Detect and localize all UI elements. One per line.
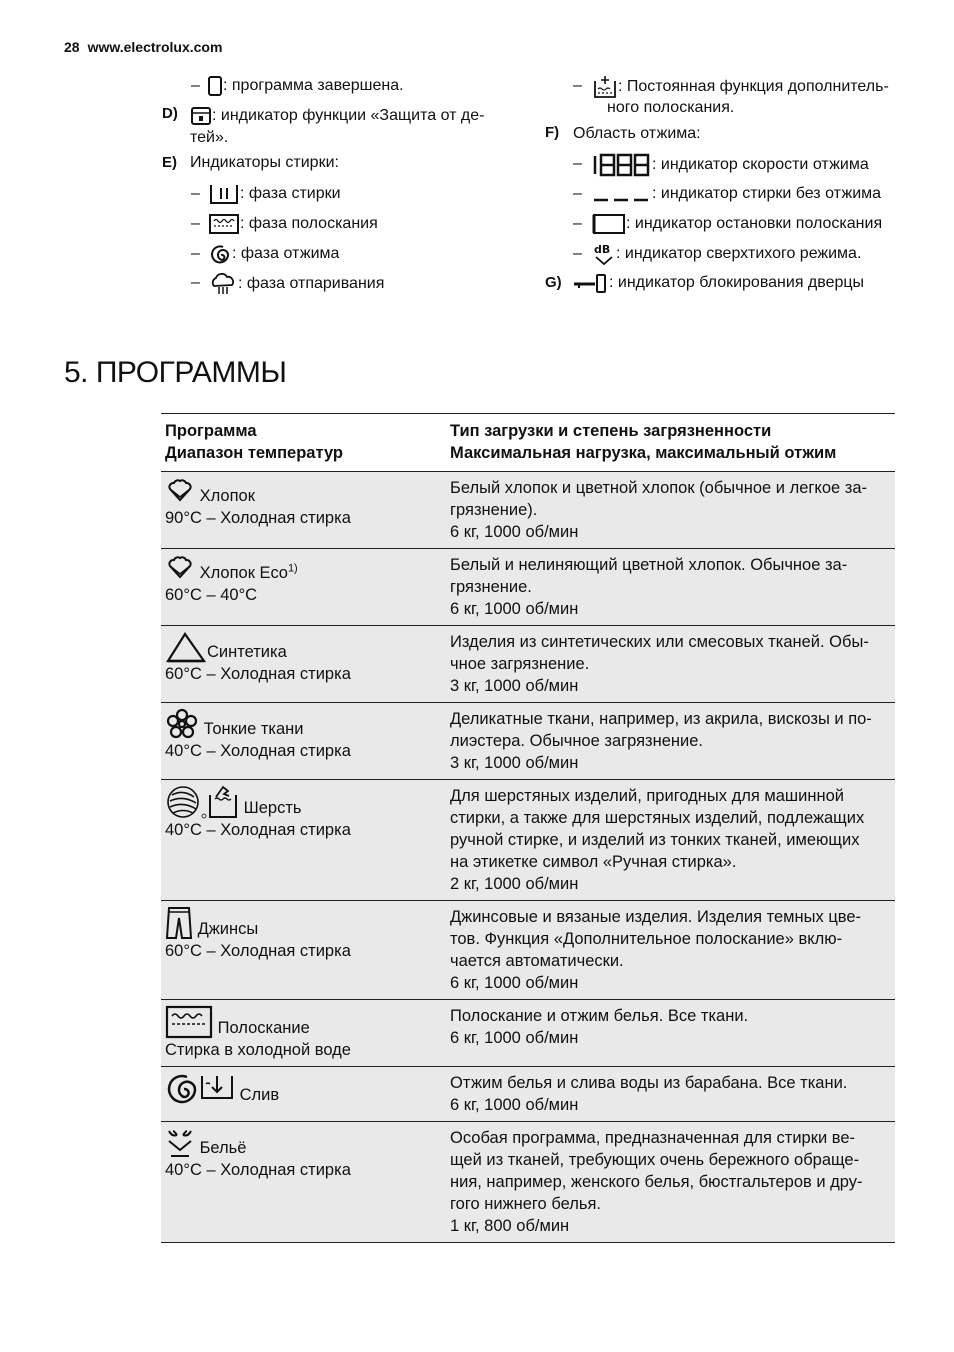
description-cell: Белый и нелиняющий цветной хлопок. Обычное за- грязнение. 6 кг, 1000 об/мин bbox=[446, 549, 895, 626]
table-row bbox=[161, 472, 895, 549]
door-lock-icon bbox=[573, 272, 609, 294]
description-cell: Полоскание и отжим белья. Все ткани. 6 кг, 1000 об/мин bbox=[446, 1000, 895, 1067]
temperature-range: 60°C – Холодная стирка bbox=[165, 942, 351, 960]
description-cell: Особая программа, предназначенная для стирки ве- щей из тканей, требующих очень бережного обраще- ния, например, женского белья, бюстгальтеров и дру- гого нижнего белья. 1 кг, 800 об/мин bbox=[446, 1122, 895, 1243]
table-row bbox=[161, 780, 895, 901]
programme-cell bbox=[161, 901, 446, 1000]
spin-icon bbox=[165, 1072, 199, 1106]
dash: – bbox=[573, 215, 582, 232]
spin-speed-display-icon bbox=[592, 153, 652, 177]
programme-name: Джинсы bbox=[197, 920, 259, 938]
description-cell: Белый хлопок и цветной хлопок (обычное и легкое за- грязнение). 6 кг, 1000 об/мин bbox=[446, 472, 895, 549]
description-cell: Для шерстяных изделий, пригодных для машинной стирки, а также для шерстяных изделий, подлежащих ручной стирке, и изделий из тонких тканей, имеющих на этикетке символ «Ручная стирка». 2 кг, 1000 об/мин bbox=[446, 780, 895, 901]
rinse-phase-item: : фаза полоскания bbox=[208, 213, 378, 235]
dash: – bbox=[573, 185, 582, 202]
description-cell: Джинсовые и вязаные изделия. Изделия темных цве- тов. Функция «Дополнительное полоскание» вклю- чается автоматически. 6 кг, 1000 об/мин bbox=[446, 901, 895, 1000]
svg-text:dB: dB bbox=[594, 243, 611, 256]
description-cell: Изделия из синтетических или смесовых тканей. Обы- чное загрязнение. 3 кг, 1000 об/мин bbox=[446, 626, 895, 703]
table-row bbox=[161, 1000, 895, 1067]
programme-name: Хлопок bbox=[199, 487, 255, 505]
temperature-range: 40°C – Холодная стирка bbox=[165, 742, 351, 760]
drain-icon bbox=[199, 1072, 235, 1106]
temperature-range: 40°C – Холодная стирка bbox=[165, 1161, 351, 1179]
synthetics-icon bbox=[165, 631, 207, 663]
rinse-hold-item: : индикатор остановки полоскания bbox=[592, 213, 882, 235]
hand-wash-icon bbox=[207, 785, 239, 819]
no-spin-icon bbox=[592, 183, 652, 205]
dash: – bbox=[191, 245, 200, 262]
programme-name: Хлопок Eco bbox=[199, 564, 288, 582]
table-row bbox=[161, 1122, 895, 1243]
programme-name: Тонкие ткани bbox=[203, 720, 304, 738]
spin-phase-icon bbox=[208, 243, 232, 265]
table-row bbox=[161, 901, 895, 1000]
lingerie-icon bbox=[165, 1127, 195, 1159]
jeans-icon bbox=[165, 906, 193, 940]
dash: – bbox=[573, 155, 582, 172]
delicates-icon bbox=[165, 708, 199, 740]
label-e: E) bbox=[162, 154, 177, 171]
page-header bbox=[64, 39, 222, 55]
table-row bbox=[161, 626, 895, 703]
spin-phase-item: : фаза отжима bbox=[208, 243, 339, 265]
child-lock-text-2: тей». bbox=[190, 129, 229, 146]
footnote-mark: 1) bbox=[287, 562, 298, 575]
child-lock-icon bbox=[190, 106, 212, 126]
programme-cell bbox=[161, 1000, 446, 1067]
description-cell: Отжим белья и слива воды из барабана. Все ткани. 6 кг, 1000 об/мин bbox=[446, 1067, 895, 1122]
rinse-phase-icon bbox=[208, 213, 240, 235]
dash: – bbox=[573, 245, 582, 262]
steam-phase-item: : фаза отпаривания bbox=[208, 272, 384, 296]
door-lock-item: : индикатор блокирования дверцы bbox=[573, 272, 864, 294]
page-number: 28 bbox=[64, 39, 80, 55]
programme-cell bbox=[161, 626, 446, 703]
dash: – bbox=[573, 77, 582, 94]
wash-phase-icon bbox=[208, 183, 240, 205]
rinse-hold-icon bbox=[592, 213, 626, 235]
extra-rinse-icon bbox=[592, 75, 618, 99]
site-url: www.electrolux.com bbox=[87, 39, 223, 55]
temperature-range: 60°C – 40°C bbox=[165, 586, 258, 604]
header-programme: Программа Диапазон температур bbox=[161, 414, 446, 472]
cotton-eco-icon bbox=[165, 554, 195, 584]
section-title: 5. ПРОГРАММЫ bbox=[64, 356, 287, 389]
no-spin-item: : индикатор стирки без отжима bbox=[592, 183, 881, 205]
table-row bbox=[161, 549, 895, 626]
wash-indicators-title: Индикаторы стирки: bbox=[190, 154, 339, 171]
description-cell: Деликатные ткани, например, из акрила, вискозы и по- лиэстера. Обычное загрязнение. 3 кг, 1000 об/мин bbox=[446, 703, 895, 780]
steam-phase-icon bbox=[208, 272, 238, 296]
programme-name: Бельё bbox=[199, 1139, 247, 1157]
woolmark-icon bbox=[165, 785, 207, 819]
programme-name: Шерсть bbox=[243, 799, 302, 817]
label-d: D) bbox=[162, 105, 178, 122]
temperature-range: 40°C – Холодная стирка bbox=[165, 821, 351, 839]
table-header-row bbox=[161, 414, 895, 472]
programme-name: Слив bbox=[239, 1086, 280, 1104]
programme-name: Полоскание bbox=[217, 1019, 310, 1037]
programme-name: Синтетика bbox=[207, 643, 287, 661]
programme-cell bbox=[161, 1067, 446, 1122]
temperature-range: 90°C – Холодная стирка bbox=[165, 509, 351, 527]
table-row bbox=[161, 703, 895, 780]
cotton-icon bbox=[165, 477, 195, 507]
programmes-table bbox=[161, 413, 895, 1243]
night-silent-db-icon bbox=[592, 242, 616, 266]
temperature-range: Стирка в холодной воде bbox=[165, 1041, 351, 1059]
programme-cell bbox=[161, 472, 446, 549]
dash: – bbox=[191, 185, 200, 202]
wash-phase-item: : фаза стирки bbox=[208, 183, 341, 205]
dash: – bbox=[191, 77, 200, 94]
programme-cell bbox=[161, 1122, 446, 1243]
child-lock-item: : индикатор функции «Защита от де- bbox=[190, 105, 484, 126]
header-load-type: Тип загрузки и степень загрязненности Максимальная нагрузка, максимальный отжим bbox=[446, 414, 895, 472]
label-g: G) bbox=[545, 274, 562, 291]
extra-rinse-item: : Постоянная функция дополнитель- bbox=[592, 75, 889, 99]
night-silent-item: dB : индикатор сверхтихого режима. bbox=[592, 242, 861, 266]
programme-cell bbox=[161, 780, 446, 901]
extra-rinse-text-2: ного полоскания. bbox=[607, 99, 735, 116]
programme-cell bbox=[161, 549, 446, 626]
spin-speed-item: : индикатор скорости отжима bbox=[592, 153, 869, 177]
dash: – bbox=[191, 274, 200, 291]
rinse-icon bbox=[165, 1005, 213, 1039]
table-row bbox=[161, 1067, 895, 1122]
program-finished-icon bbox=[207, 75, 223, 97]
finished-item: : программа завершена. bbox=[207, 75, 404, 97]
dash: – bbox=[191, 215, 200, 232]
programme-cell bbox=[161, 703, 446, 780]
label-f: F) bbox=[545, 124, 560, 141]
temperature-range: 60°C – Холодная стирка bbox=[165, 665, 351, 683]
spin-area-title: Область отжима: bbox=[573, 125, 701, 142]
